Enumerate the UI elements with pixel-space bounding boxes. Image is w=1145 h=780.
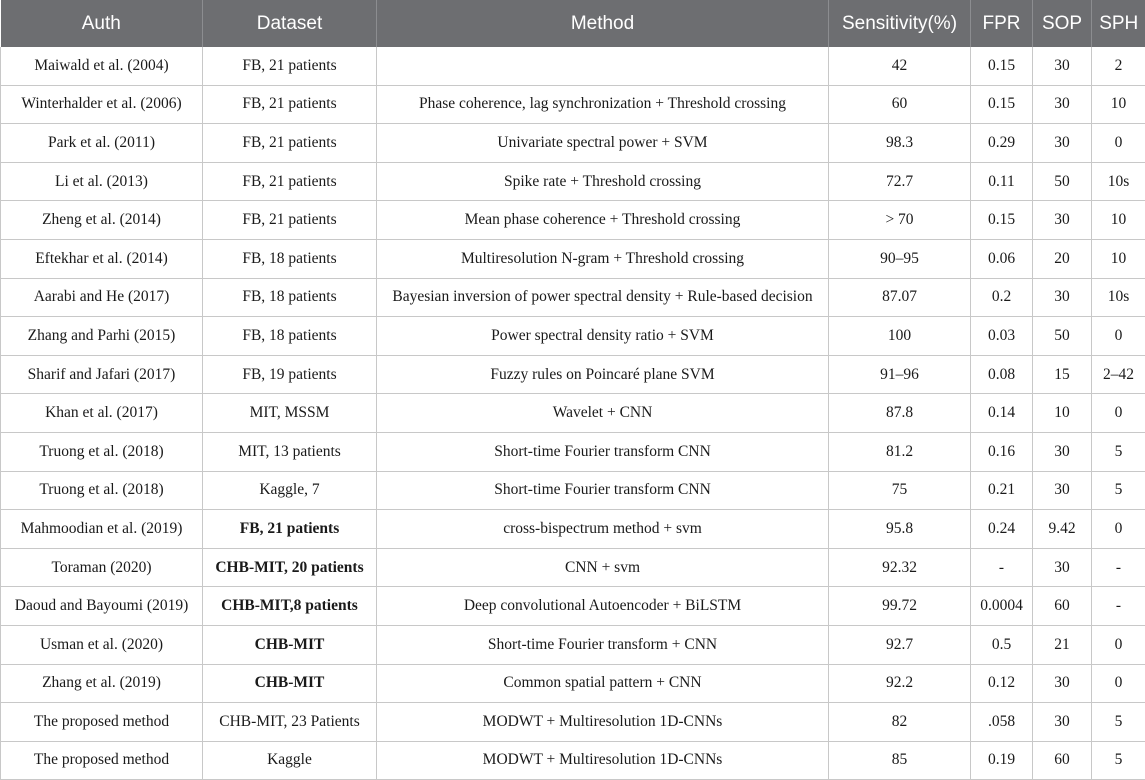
sph-cell: 10 <box>1092 239 1145 278</box>
sensitivity-cell: > 70 <box>829 201 971 240</box>
sph-cell: 10 <box>1092 85 1145 124</box>
method-cell: Fuzzy rules on Poincaré plane SVM <box>377 355 829 394</box>
sensitivity-cell: 81.2 <box>829 432 971 471</box>
fpr-cell: 0.14 <box>971 394 1033 433</box>
sph-cell: 5 <box>1092 471 1145 510</box>
sensitivity-cell: 87.8 <box>829 394 971 433</box>
fpr-cell: 0.08 <box>971 355 1033 394</box>
method-cell: Phase coherence, lag synchronization + Threshold crossing <box>377 85 829 124</box>
sensitivity-cell: 98.3 <box>829 124 971 163</box>
sph-cell: 2 <box>1092 47 1145 85</box>
sph-cell: 10 <box>1092 201 1145 240</box>
sop-cell: 30 <box>1033 548 1092 587</box>
auth-cell: Usman et al. (2020) <box>1 625 203 664</box>
auth-cell: Mahmoodian et al. (2019) <box>1 510 203 549</box>
sop-cell: 60 <box>1033 741 1092 780</box>
sph-cell: 0 <box>1092 510 1145 549</box>
dataset-cell: FB, 18 patients <box>203 239 377 278</box>
fpr-cell: 0.19 <box>971 741 1033 780</box>
fpr-cell: 0.06 <box>971 239 1033 278</box>
dataset-cell: CHB-MIT <box>203 625 377 664</box>
sph-cell: 5 <box>1092 432 1145 471</box>
fpr-cell: 0.2 <box>971 278 1033 317</box>
dataset-cell: FB, 21 patients <box>203 162 377 201</box>
table-row <box>1 625 1145 664</box>
column-header: SOP <box>1033 0 1092 47</box>
method-cell: Deep convolutional Autoencoder + BiLSTM <box>377 587 829 626</box>
sensitivity-cell: 91–96 <box>829 355 971 394</box>
fpr-cell: - <box>971 548 1033 587</box>
fpr-cell: 0.15 <box>971 85 1033 124</box>
table-row <box>1 587 1145 626</box>
column-header: Dataset <box>203 0 377 47</box>
method-cell: Mean phase coherence + Threshold crossing <box>377 201 829 240</box>
sph-cell: 2–42 <box>1092 355 1145 394</box>
fpr-cell: 0.12 <box>971 664 1033 703</box>
sph-cell: 0 <box>1092 124 1145 163</box>
table-body <box>1 47 1145 780</box>
sensitivity-cell: 92.32 <box>829 548 971 587</box>
fpr-cell: 0.15 <box>971 47 1033 85</box>
method-cell: MODWT + Multiresolution 1D-CNNs <box>377 703 829 742</box>
sph-cell: 0 <box>1092 317 1145 356</box>
table-row <box>1 201 1145 240</box>
dataset-cell: FB, 21 patients <box>203 510 377 549</box>
sensitivity-cell: 60 <box>829 85 971 124</box>
sph-cell: 0 <box>1092 394 1145 433</box>
auth-cell: The proposed method <box>1 741 203 780</box>
method-cell: Short-time Fourier transform CNN <box>377 432 829 471</box>
sensitivity-cell: 72.7 <box>829 162 971 201</box>
sph-cell: 10s <box>1092 278 1145 317</box>
sop-cell: 30 <box>1033 664 1092 703</box>
table-row <box>1 394 1145 433</box>
table-row <box>1 471 1145 510</box>
sop-cell: 30 <box>1033 85 1092 124</box>
sop-cell: 10 <box>1033 394 1092 433</box>
table-header <box>1 0 1145 47</box>
table-row <box>1 85 1145 124</box>
auth-cell: Eftekhar et al. (2014) <box>1 239 203 278</box>
sensitivity-cell: 85 <box>829 741 971 780</box>
method-cell: MODWT + Multiresolution 1D-CNNs <box>377 741 829 780</box>
dataset-cell: Kaggle <box>203 741 377 780</box>
column-header: Method <box>377 0 829 47</box>
sensitivity-cell: 90–95 <box>829 239 971 278</box>
column-header: SPH <box>1092 0 1145 47</box>
method-cell: cross-bispectrum method + svm <box>377 510 829 549</box>
sop-cell: 20 <box>1033 239 1092 278</box>
table-row <box>1 239 1145 278</box>
dataset-cell: CHB-MIT, 23 Patients <box>203 703 377 742</box>
sph-cell: - <box>1092 587 1145 626</box>
fpr-cell: 0.11 <box>971 162 1033 201</box>
sensitivity-cell: 99.72 <box>829 587 971 626</box>
fpr-cell: 0.15 <box>971 201 1033 240</box>
auth-cell: Zhang et al. (2019) <box>1 664 203 703</box>
sensitivity-cell: 100 <box>829 317 971 356</box>
auth-cell: Daoud and Bayoumi (2019) <box>1 587 203 626</box>
column-header: FPR <box>971 0 1033 47</box>
sop-cell: 21 <box>1033 625 1092 664</box>
table-row <box>1 47 1145 85</box>
fpr-cell: 0.5 <box>971 625 1033 664</box>
dataset-cell: FB, 21 patients <box>203 85 377 124</box>
table-row <box>1 317 1145 356</box>
method-cell: Bayesian inversion of power spectral density + Rule-based decision <box>377 278 829 317</box>
dataset-cell: FB, 21 patients <box>203 47 377 85</box>
sop-cell: 50 <box>1033 162 1092 201</box>
dataset-cell: MIT, 13 patients <box>203 432 377 471</box>
auth-cell: Zheng et al. (2014) <box>1 201 203 240</box>
dataset-cell: MIT, MSSM <box>203 394 377 433</box>
table-row <box>1 162 1145 201</box>
method-cell: Spike rate + Threshold crossing <box>377 162 829 201</box>
auth-cell: Zhang and Parhi (2015) <box>1 317 203 356</box>
method-cell: Power spectral density ratio + SVM <box>377 317 829 356</box>
sensitivity-cell: 92.7 <box>829 625 971 664</box>
dataset-cell: CHB-MIT,8 patients <box>203 587 377 626</box>
sop-cell: 9.42 <box>1033 510 1092 549</box>
sensitivity-cell: 95.8 <box>829 510 971 549</box>
dataset-cell: FB, 21 patients <box>203 124 377 163</box>
table-row <box>1 278 1145 317</box>
dataset-cell: CHB-MIT, 20 patients <box>203 548 377 587</box>
auth-cell: Winterhalder et al. (2006) <box>1 85 203 124</box>
auth-cell: Toraman (2020) <box>1 548 203 587</box>
method-cell: Short-time Fourier transform CNN <box>377 471 829 510</box>
auth-cell: Sharif and Jafari (2017) <box>1 355 203 394</box>
method-cell: Wavelet + CNN <box>377 394 829 433</box>
auth-cell: Truong et al. (2018) <box>1 471 203 510</box>
method-cell: Multiresolution N-gram + Threshold crossing <box>377 239 829 278</box>
fpr-cell: 0.16 <box>971 432 1033 471</box>
sop-cell: 15 <box>1033 355 1092 394</box>
table-row <box>1 432 1145 471</box>
auth-cell: Khan et al. (2017) <box>1 394 203 433</box>
sop-cell: 60 <box>1033 587 1092 626</box>
dataset-cell: FB, 18 patients <box>203 317 377 356</box>
sph-cell: 5 <box>1092 741 1145 780</box>
sph-cell: 0 <box>1092 664 1145 703</box>
sop-cell: 50 <box>1033 317 1092 356</box>
sensitivity-cell: 42 <box>829 47 971 85</box>
auth-cell: Park et al. (2011) <box>1 124 203 163</box>
sph-cell: 5 <box>1092 703 1145 742</box>
header-row <box>1 0 1145 47</box>
sop-cell: 30 <box>1033 432 1092 471</box>
sop-cell: 30 <box>1033 471 1092 510</box>
dataset-cell: Kaggle, 7 <box>203 471 377 510</box>
sop-cell: 30 <box>1033 278 1092 317</box>
sensitivity-cell: 75 <box>829 471 971 510</box>
auth-cell: Maiwald et al. (2004) <box>1 47 203 85</box>
sensitivity-cell: 82 <box>829 703 971 742</box>
table-row <box>1 124 1145 163</box>
fpr-cell: 0.29 <box>971 124 1033 163</box>
fpr-cell: 0.24 <box>971 510 1033 549</box>
auth-cell: The proposed method <box>1 703 203 742</box>
table-row <box>1 664 1145 703</box>
dataset-cell: FB, 21 patients <box>203 201 377 240</box>
dataset-cell: FB, 19 patients <box>203 355 377 394</box>
fpr-cell: 0.03 <box>971 317 1033 356</box>
sph-cell: - <box>1092 548 1145 587</box>
column-header: Auth <box>1 0 203 47</box>
method-cell <box>377 47 829 85</box>
table-row <box>1 703 1145 742</box>
method-cell: Univariate spectral power + SVM <box>377 124 829 163</box>
sensitivity-cell: 92.2 <box>829 664 971 703</box>
fpr-cell: 0.0004 <box>971 587 1033 626</box>
auth-cell: Truong et al. (2018) <box>1 432 203 471</box>
auth-cell: Aarabi and He (2017) <box>1 278 203 317</box>
sop-cell: 30 <box>1033 201 1092 240</box>
table-row <box>1 355 1145 394</box>
method-cell: Common spatial pattern + CNN <box>377 664 829 703</box>
fpr-cell: .058 <box>971 703 1033 742</box>
method-cell: Short-time Fourier transform + CNN <box>377 625 829 664</box>
fpr-cell: 0.21 <box>971 471 1033 510</box>
method-cell: CNN + svm <box>377 548 829 587</box>
dataset-cell: CHB-MIT <box>203 664 377 703</box>
auth-cell: Li et al. (2013) <box>1 162 203 201</box>
sph-cell: 10s <box>1092 162 1145 201</box>
column-header: Sensitivity(%) <box>829 0 971 47</box>
sph-cell: 0 <box>1092 625 1145 664</box>
dataset-cell: FB, 18 patients <box>203 278 377 317</box>
sensitivity-cell: 87.07 <box>829 278 971 317</box>
sop-cell: 30 <box>1033 703 1092 742</box>
sop-cell: 30 <box>1033 47 1092 85</box>
table-row <box>1 741 1145 780</box>
sop-cell: 30 <box>1033 124 1092 163</box>
table-row <box>1 548 1145 587</box>
table-row <box>1 510 1145 549</box>
